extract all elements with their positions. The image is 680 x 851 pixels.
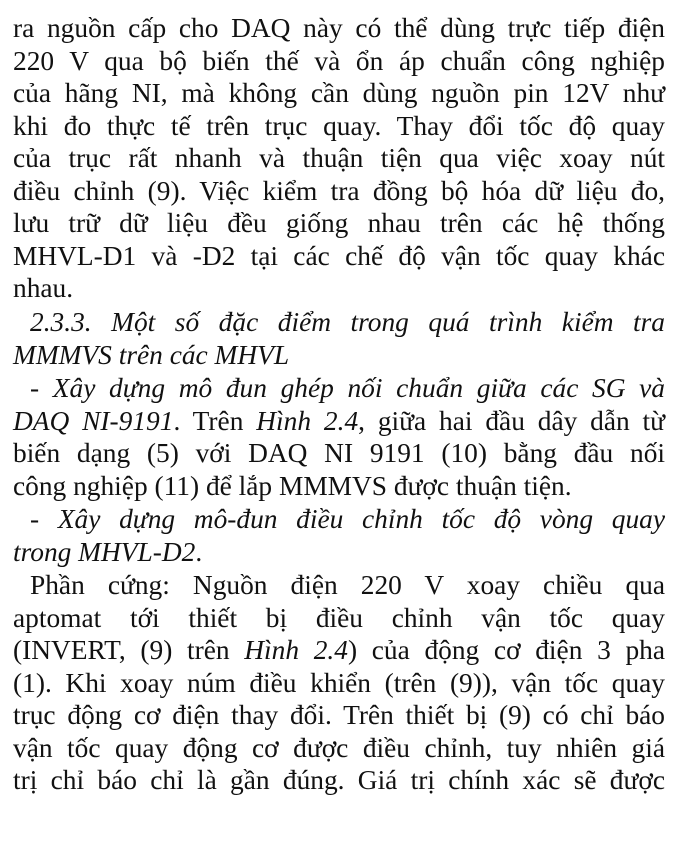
paragraph-line: khi đo thực tế trên trục quay. Thay đổi tốc độ quay bbox=[13, 110, 665, 141]
text-span: (INVERT, (9) trên bbox=[13, 635, 245, 665]
text-span: . bbox=[195, 536, 203, 567]
section-heading: MMMVS trên các MHVL bbox=[13, 339, 290, 370]
paragraph-line: vận tốc quay động cơ được điều chỉnh, tuy nhiên giá bbox=[13, 732, 665, 763]
paragraph-line: của hãng NI, mà không cần dùng nguồn pin 12V như bbox=[13, 78, 665, 108]
bullet-item: - Xây dựng mô đun ghép nối chuẩn giữa các SG và bbox=[30, 373, 665, 403]
paragraph-line: điều chỉnh (9). Việc kiểm tra đồng bộ hóa dữ liệu đo, bbox=[13, 175, 665, 206]
bullet-item-line bbox=[13, 405, 665, 437]
text-span: . Trên bbox=[173, 405, 257, 436]
paragraph-line: aptomat tới thiết bị điều chỉnh vận tốc quay bbox=[13, 602, 665, 633]
paragraph-line: Phần cứng: Nguồn điện 220 V xoay chiều qua bbox=[30, 570, 665, 600]
bullet-item-line: biến dạng (5) với DAQ NI 9191 (10) bằng đầu nối bbox=[13, 438, 665, 468]
paragraph-line: trục động cơ điện thay đổi. Trên thiết bị (9) có chỉ báo bbox=[13, 700, 665, 730]
paragraph-line: nhau. bbox=[13, 273, 74, 303]
paragraph-line: (1). Khi xoay núm điều khiển (trên (9)), vận tốc quay bbox=[13, 667, 665, 698]
bullet-item-line: công nghiệp (11) để lắp MMMVS được thuận tiện. bbox=[13, 470, 572, 501]
paragraph-line: của trục rất nhanh và thuận tiện qua việc xoay nút bbox=[13, 143, 665, 173]
text-span: trong MHVL-D2 bbox=[13, 536, 196, 567]
figure-reference: Hình 2.4 bbox=[256, 405, 359, 436]
text-span: ) của động cơ điện 3 pha bbox=[347, 635, 665, 665]
section-heading: 2.3.3. Một số đặc điểm trong quá trình kiểm tra bbox=[30, 307, 665, 337]
figure-reference: Hình 2.4 bbox=[244, 635, 348, 665]
paragraph-line: lưu trữ dữ liệu đều giống nhau trên các hệ thống bbox=[13, 208, 665, 238]
text-span: , giữa hai đầu dây dẫn từ bbox=[358, 405, 666, 436]
paragraph-line bbox=[13, 634, 665, 666]
paragraph-line: MHVL-D1 và -D2 tại các chế độ vận tốc quay khác bbox=[13, 240, 665, 271]
paragraph-line: 220 V qua bộ biến thế và ổn áp chuẩn công nghiệp bbox=[13, 45, 665, 76]
bullet-item-line bbox=[13, 536, 665, 568]
device-name: DAQ NI-9191 bbox=[13, 405, 174, 436]
paragraph-line: trị chỉ báo chỉ là gần đúng. Giá trị chính xác sẽ được bbox=[13, 765, 665, 795]
bullet-item: - Xây dựng mô-đun điều chỉnh tốc độ vòng quay bbox=[30, 504, 665, 534]
paragraph-line: ra nguồn cấp cho DAQ này có thể dùng trực tiếp điện bbox=[13, 13, 665, 43]
